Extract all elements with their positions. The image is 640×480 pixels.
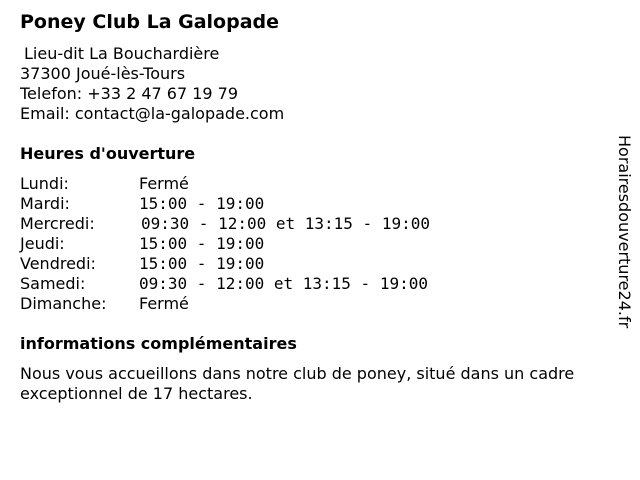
email-address[interactable]: Email: contact@la-galopade.com — [20, 104, 285, 123]
hours-row-wednesday — [20, 214, 440, 234]
time-value: 09:30 - 12:00 et 13:15 - 19:00 — [141, 214, 430, 233]
day-label: Mardi: — [20, 194, 70, 213]
address-line-1: Lieu-dit La Bouchardière — [24, 44, 220, 63]
time-value: 15:00 - 19:00 — [139, 194, 265, 213]
time-value: 15:00 - 19:00 — [139, 254, 265, 273]
time-value: 15:00 - 19:00 — [139, 234, 265, 253]
day-label: Dimanche: — [20, 294, 107, 313]
day-label: Vendredi: — [20, 254, 96, 273]
additional-info-text: Nous vous accueillons dans notre club de poney, situé dans un cadre exceptionnel de 17 hectares. — [20, 364, 575, 403]
business-contact — [20, 44, 284, 124]
address-line-2: 37300 Joué-lès-Tours — [20, 64, 186, 83]
day-label: Mercredi: — [20, 214, 95, 233]
hours-row-tuesday — [20, 194, 440, 214]
day-label: Jeudi: — [20, 234, 65, 253]
time-value: Fermé — [139, 174, 189, 193]
hours-row-sunday — [20, 294, 440, 314]
opening-hours-heading: Heures d'ouverture — [20, 144, 196, 163]
time-value: 09:30 - 12:00 et 13:15 - 19:00 — [139, 274, 428, 293]
business-name: Poney Club La Galopade — [20, 11, 280, 33]
hours-row-thursday — [20, 234, 440, 254]
opening-hours-table — [20, 174, 440, 314]
time-value: Fermé — [139, 294, 189, 313]
site-watermark: Horairesdouverture24.fr — [615, 135, 634, 329]
hours-row-saturday — [20, 274, 440, 294]
additional-info-heading: informations complémentaires — [20, 334, 297, 353]
day-label: Samedi: — [20, 274, 86, 293]
phone-number[interactable]: Telefon: +33 2 47 67 19 79 — [20, 84, 239, 103]
hours-row-friday — [20, 254, 440, 274]
hours-row-monday — [20, 174, 440, 194]
day-label: Lundi: — [20, 174, 69, 193]
